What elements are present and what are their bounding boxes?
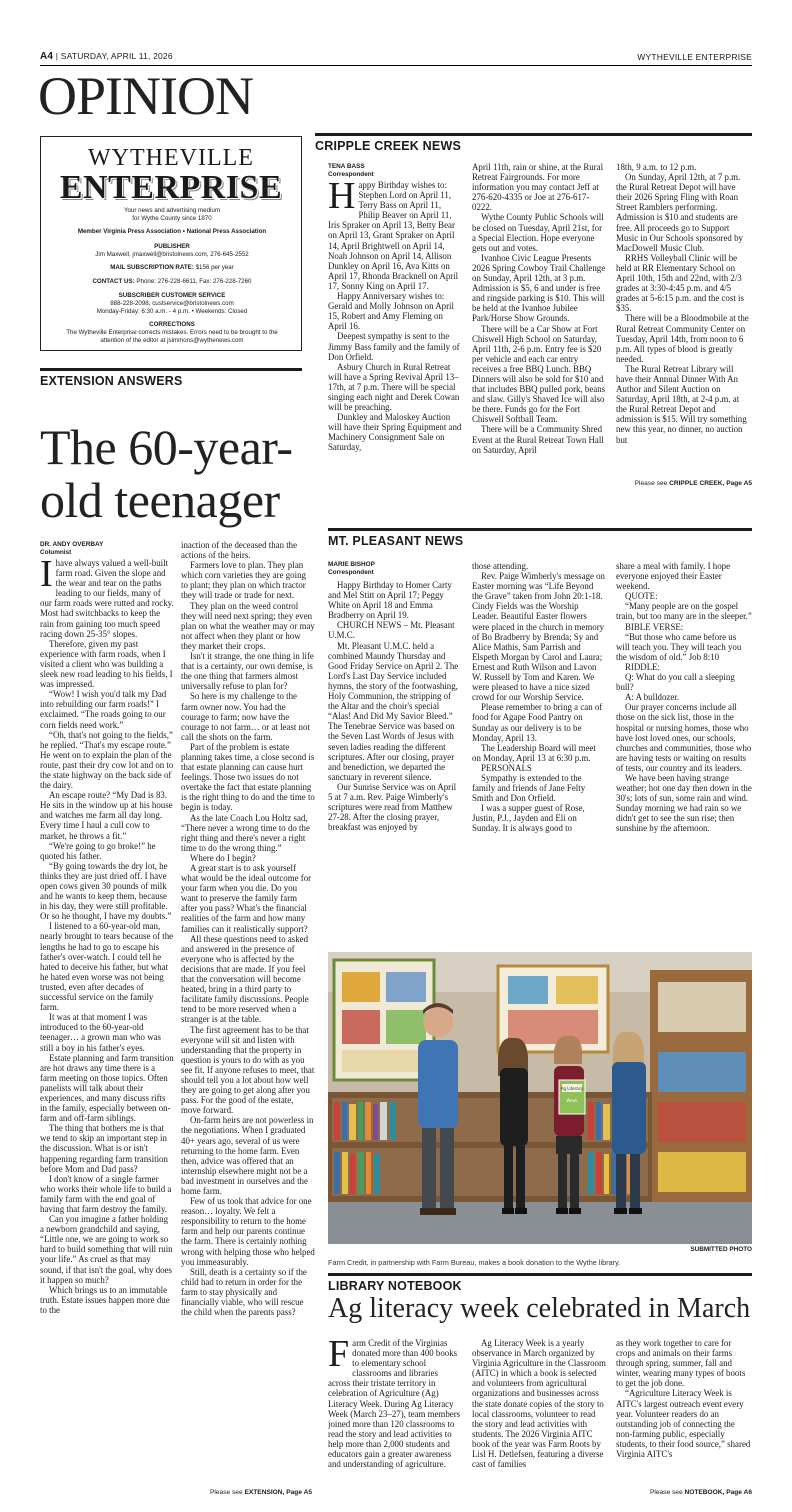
photo-credit: SUBMITTED PHOTO [690, 1246, 752, 1253]
masthead-contact [47, 278, 297, 286]
extension-author: DR. ANDY OVERBAY [40, 541, 104, 548]
paragraph: RIDDLE: [625, 661, 661, 672]
extension-rule [40, 368, 302, 371]
paragraph: “We're going to go broke!” he quoted his father. [40, 840, 156, 861]
library-column-2 [472, 1338, 606, 1488]
paragraph: BIBLE VERSE: [625, 621, 684, 632]
cripple-creek-column-1 [328, 180, 462, 485]
paragraph: On Sunday, April 12th, at 7 p.m. the Rural Retreat Depot will have their 2026 Spring Fling with Roan Street Ramblers performing. Admission is $10 and students are free. All proceeds go to Support Music in Our Schools sponsored by MacDowell Music Club. [616, 172, 743, 253]
paragraph: Happy Anniversary wishes to: Gerald and Molly Johnson on April 15, Robert and Amy Fleming on April 16. [328, 291, 454, 332]
cripple-creek-column-3 [616, 162, 752, 475]
cripple-creek-role: Correspondent [328, 171, 374, 178]
board-paper [386, 1010, 426, 1044]
paragraph: Sympathy is extended to the family and friends of Jane Felty Smith and Don Orfield. [472, 772, 586, 804]
board-paper [508, 1010, 598, 1044]
paragraph: arm Credit of the Virginias donated more than 400 books to elementary school classrooms and libraries across their tristate territory in celebration of Agriculture (Ag) Literacy Week. During Ag Literacy Week (March 23–27), team members joined more than 120 classrooms to read the story and lead activities to help more than 2,000 students and educators gain a greater awareness and understanding of agriculture. [328, 1338, 461, 1470]
paragraph: Our Sunrise Service was on April 5 at 7 a.m. Rev. Paige Wimberly's scriptures were read from Matthew 27-28. After the closing prayer, breakfast was enjoyed by [328, 781, 457, 833]
extension-section-heading: EXTENSION ANSWERS [40, 374, 183, 388]
cripple-creek-column-2 [472, 162, 606, 485]
paragraph: Still, death is a certainty so if the child had to return in order for the farm to stay physically and financially viable, who will rescue the child when the parents pass? [181, 1266, 307, 1318]
board-paper [342, 1050, 426, 1072]
paragraph: All these questions need to asked and answered in the presence of everyone who is affected by the decisions that are made. If you feel that the conversation will become heated, bring in a third party to facilitate family discussions. People tend to be more reserved when a stranger is at the table. [181, 933, 309, 1025]
page-title: OPINION [38, 66, 253, 126]
library-column-1 [328, 1338, 462, 1488]
cripple-creek-jump[interactable] [635, 480, 752, 487]
paragraph: Estate planning and farm transition are hot draws any time there is a farm meeting on those topics. Often panelists will talk about their experiences, and many discuss rifts in the family, especially between on-farm and off-farm siblings. [40, 1052, 174, 1124]
extension-column-1 [40, 558, 174, 1504]
book-title-line-1: Ag Literacy [560, 1086, 584, 1091]
cripple-creek-section-heading: CRIPPLE CREEK NEWS [315, 139, 461, 153]
paragraph: QUOTE: [625, 591, 658, 602]
masthead-box [40, 136, 302, 351]
board-paper [386, 972, 426, 1002]
paragraph: Few of us took that advice for one reason… loyalty. We felt a responsibility to return to the home farm and help our parents continue the farm. There is certainly nothing wrong with helping those who helped you immeasurably. [181, 1196, 315, 1267]
paragraph: Dunkley and Maloskey Auction will have their Spring Equipment and Machinery Consignment Sale on Saturday, [328, 412, 462, 453]
shelf-poster [658, 982, 746, 1032]
paragraph: 18th, 9 a.m. to 12 p.m. [616, 162, 697, 172]
paragraph: It was at that moment I was introduced to the 60-year-old teenager… a grown man who was still a boy in his father's eyes. [40, 1012, 162, 1053]
folio-date: SATURDAY, APRIL 11, 2026 [60, 51, 173, 61]
paragraph: Isn't it strange, the one thing in life that is a certainty, our own demise, is the one thing that farmers almost universally refuse to plan for? [181, 651, 314, 692]
paragraph: Therefore, given my past experience with farm roads, when I visited a client who was building a sleek new road leading to his fields, I was impressed. [40, 638, 173, 690]
paragraph: Part of the problem is estate planning takes time, a close second is that estate planning can cause hurt feelings. Those two issues do not overtake the fact that estate planning is the right thing to do and the time to begin is today. [181, 741, 315, 813]
paragraph: those attending. [472, 561, 529, 571]
mt-pleasant-column-3 [616, 561, 752, 880]
board-paper [342, 972, 380, 1002]
cripple-creek-dropcap: H [328, 180, 356, 217]
paragraph: I don't know of a single farmer who works their whole life to build a family farm with the end goal of having that farm destroy the family. [40, 1173, 172, 1214]
paragraph: Farmers love to plan. They plan which corn varieties they are going to plant; they plan on which tractor they will trade or trade for next. [181, 560, 306, 601]
cripple-creek-author: TENA BASS [328, 163, 365, 170]
folio [40, 51, 752, 65]
paragraph: Deepest sympathy is sent to the Jimmy Bass family and the family of Don Orfield. [328, 331, 460, 362]
masthead-membership: Member Virginia Press Association • National Press Association [77, 228, 267, 235]
book-title-line-2: Week [566, 1098, 578, 1103]
board-paper [508, 976, 548, 1004]
paragraph: The first agreement has to be that everyone will sit and listen with understanding that the property in question is yours to do with as you see fit. If anyone refuses to meet, that should tell you a lot about how well they are going to get along after you pass. For the good of the estate, move forward. [181, 1024, 315, 1116]
paragraph: A: A bulldozer. [625, 692, 679, 703]
library-column-3 [616, 1338, 752, 1476]
shelf-books [658, 1152, 746, 1192]
paragraph: Asbury Church in Rural Retreat will have a Spring Revival April 13–17th, at 7 p.m. There will be special singing each night and Derek Cowan will be preaching. [328, 361, 460, 413]
masthead-name-top: WYTHEVILLE [88, 145, 254, 171]
mt-pleasant-role: Correspondent [328, 569, 374, 576]
masthead-tagline-1: Your news and advertising medium [123, 207, 221, 214]
page-number: A4 [40, 51, 54, 62]
masthead-corrections-2: attention of the editor at jsimmons@wythenews.com [100, 337, 244, 344]
contact-value: Phone: 276-228-6611, Fax: 276-228-7260 [136, 278, 252, 285]
paragraph: Please remember to bring a can of food for Agape Food Pantry on Sunday as our delivery is to be Monday, April 13. [472, 702, 603, 743]
extension-column-2 [181, 540, 315, 1483]
paragraph: Which brings us to an immutable truth. Estate issues happen more due to the [40, 1284, 170, 1315]
paragraph: There will be a Car Show at Fort Chiswell High School on Saturday, April 11th, 2-6 p.m. Entry fee is $20 per vehicle and each car entry receives a free BBQ Lunch. BBQ Dinners will also be sold for $10 and that includes BBQ pulled pork, beans and slaw. Gilly's Shaved Ice will also be there. Funds go for the Fort Chiswell Softball Team. [472, 323, 606, 425]
paragraph: As the late Coach Lou Holtz sad, “There never a wrong time to do the right thing and there's never a right time to do the wrong thing.” [181, 812, 310, 853]
jump-prefix: Please see [210, 1489, 243, 1496]
library-dropcap: F [328, 1338, 350, 1375]
paragraph: have always valued a well-built farm road. Given the slope and the wear and tear on the paths leading to our fields, many of our farm roads were rutted and rocky. Most had switchbacks to keep the rain from gaining too much speed racing down 25-35° slopes. [40, 558, 174, 639]
masthead-name-bottom: ENTERPRISE [59, 169, 283, 206]
paragraph: The Leadership Board will meet on Monday, April 13 at 6:30 p.m. [472, 742, 596, 763]
masthead-service-label: SUBSCRIBER CUSTOMER SERVICE [118, 292, 226, 299]
paragraph: share a meal with family. I hope everyone enjoyed their Easter weekend. [616, 561, 731, 592]
photo-illustration [328, 952, 752, 1244]
paragraph: Ivanhoe Civic League Presents 2026 Spring Cowboy Trail Challenge on Sunday, April 12th, at 3 p.m. Admission is $5, 6 and under is free and ringside parking is $10. This will be held at the Ivanhoe Jubilee Park/Horse Show Grounds. [472, 252, 606, 324]
paragraph: inaction of the deceased than the actions of the heirs. [181, 540, 298, 561]
paragraph: Mt. Pleasant U.M.C. held a combined Maundy Thursday and Good Friday Service on April 2. The Lord's Last Day Service included hymns, the story of the footwashing, Holy Communion, the stripping of the Altar and the choir's special “Alas! And Did My Savior Bleed.” The Tenebrae Service was based on the Seven Last Words of Jesus with seven ladies reading the different scriptures. After our closing, prayer and benediction, we departed the sanctuary in reverent silence. [328, 640, 459, 782]
paragraph: Our prayer concerns include all those on the sick list, those in the hospital or nursing homes, those who have lost loved ones, our schools, churches and communities, those who are having tests or waiting on results of tests, our country and its leaders. [616, 702, 752, 773]
mail-rate-value: $156 per year [195, 264, 234, 271]
paragraph: Can you imagine a father holding a newborn grandchild and saying, “Little one, we are going to work so hard to build something that will ruin your life.” As cruel as that may sound, if that isn't the goal, why does it happen so much? [40, 1214, 173, 1285]
paragraph: An escape route? “My Dad is 83. He sits in the window up at his house and watches me farm all day long. Every time I haul a cull cow to market, he throws a fit.” [40, 790, 173, 841]
library-headline: Ag literacy week celebrated in March [328, 1293, 751, 1324]
paragraph: I listened to a 60-year-old man, nearly brought to tears because of the lengths he had to go to escape his father's over-watch. I could tell he hated to deceive his father, but what he hated even worse was not being trusted, even after decades of successful service on the family farm. [40, 921, 174, 1013]
mt-pleasant-rule [328, 528, 752, 531]
extension-headline: The 60-year-old teenager [40, 419, 293, 528]
cripple-creek-rule [315, 133, 752, 136]
extension-role: Columnist [40, 549, 72, 556]
masthead-service-2: Monday-Friday: 6:30 a.m. - 4 p.m. • Weekends: Closed [96, 308, 248, 315]
folio-separator: | [55, 51, 61, 61]
paragraph: I was a supper guest of Rose, Justin, P.J., Jayden and Eli on Sunday. It is always good to [472, 803, 585, 834]
jump-prefix: Please see [634, 480, 668, 487]
masthead-service-1: 888-228-2098, custservice@bristolnews.com [110, 300, 234, 307]
floor [328, 1202, 752, 1244]
paragraph: PERSONALS [481, 762, 532, 773]
contact-label: CONTACT US: [92, 278, 135, 285]
paragraph: We have been having strange weather; hot one day then down in the 30's; lots of sun, some rain and wind. Sunday morning we had rain so we didn't get to see the sun rise; then sunshine by the afternoon. [616, 772, 752, 834]
paragraph: The thing that bothers me is that we tend to skip an important step in the discussion. What is or isn't happening regarding farm transition before Mom and Dad pass? [40, 1123, 168, 1174]
mail-rate-label: MAIL SUBSCRIPTION RATE: [110, 264, 194, 271]
paragraph: Happy Birthday to Homer Carty and Mel Stitt on April 17; Peggy White on April 18 and Emma Bradberry on April 19. [328, 580, 452, 621]
paragraph: On-farm heirs are not powerless in the negotiations. When I graduated 40+ years ago, several of us were returning to the home farm. Even then, advice was offered that an internship elsewhere might not be a bad investment in ourselves and the home farm. [181, 1115, 314, 1196]
folio-paper-name: WYTHEVILLE ENTERPRISE [637, 52, 752, 62]
paragraph: CHURCH NEWS – Mt. Pleasant U.M.C. [328, 620, 455, 641]
paragraph: “Agriculture Literacy Week is AITC's largest outreach event every year. Volunteer readers do an outstanding job of connecting the non-farming public, especially students, to their food source,” shared Virginia AITC's [616, 1388, 751, 1460]
jump-target: NOTEBOOK, Page A6 [684, 1489, 752, 1496]
library-section-heading: LIBRARY NOTEBOOK [328, 1279, 462, 1293]
mt-pleasant-column-1 [328, 580, 462, 880]
paragraph: Wythe County Public Schools will be closed on Tuesday, April 21st, for a Special Election. Hope everyone gets out and votes. [472, 212, 604, 253]
masthead-corrections-1: The Wytheville Enterprise corrects mistakes. Errors need to be brought to the [66, 329, 278, 336]
board-paper [556, 976, 598, 1004]
paragraph: Rev. Paige Wimberly's message on Easter morning was “Life Beyond the Grave” taken from John 20:1-18. Cindy Fields was the Worship Leader. Beautiful Easter flowers were placed in the church in memory of Bo Bradberry by Brenda; Sy and Alice Mathis, Sam Parrish and Elspeth Morgan by Carol and Laura; Ernest and Ruth Wilson and Lavon W. Russell by Tom and Karen. We were pleased to have a nice sized crowd for our Worship Service. [472, 571, 605, 703]
masthead-tagline-2: for Wythe County since 1870 [132, 215, 212, 222]
paragraph: There will be a Bloodmobile at the Rural Retreat Community Center on Tuesday, April 14th, from noon to 6 p.m. All types of blood is greatly needed. [616, 313, 749, 364]
mt-pleasant-author: MARIE BISHOP [328, 561, 375, 568]
jump-target: CRIPPLE CREEK, Page A5 [669, 480, 752, 487]
shelf-books [658, 1102, 746, 1142]
paragraph: The Rural Retreat Library will have their Annual Dinner With An Author and Silent Auction on Saturday, April 18th, at 2-4 p.m. at the Rural Retreat Depot and admission is $15. Will try something new this year, no dinner, no auction but [616, 363, 747, 445]
paragraph: “By going towards the dry lot, he thinks they are just dried off. I have open cows given 30 pounds of milk and he wants to keep them, because in his day, they were still profitable. Or so he thought, I have my doubts.” [40, 860, 172, 922]
paragraph: A great start is to ask yourself what would be the ideal outcome for your farm when you die. Do you want to preserve the family farm after you pass? What's the financial realities of the farm and how many families can it realistically support? [181, 863, 312, 934]
extension-jump[interactable] [210, 1489, 312, 1496]
paragraph: Where do I begin? [190, 852, 256, 863]
shelf-books [658, 1052, 746, 1092]
jump-target: EXTENSION, Page A5 [244, 1489, 313, 1496]
library-photo [328, 952, 752, 1244]
paragraph: “Many people are on the gospel train, but too many are in the sleeper.” [616, 601, 752, 622]
mt-pleasant-column-2 [472, 561, 606, 880]
paragraph: So here is my challenge to the farm owner now. You had the courage to farm; now have the courage to not farm… or at least not call the shots on the farm. [181, 691, 310, 742]
paragraph: RRHS Volleyball Clinic will be held at RR Elementary School on April 10th, 15th and 22nd, with 2/3 grades at 3:30-4:45 p.m. and 4/5 grades at 5-6:15 p.m. and the cost is $35. [616, 252, 744, 314]
masthead-mail-rate [47, 264, 297, 272]
jump-prefix: Please see [649, 1489, 683, 1496]
paragraph: There will be a Community Shred Event at the Rural Retreat Town Hall on Saturday, April [472, 424, 604, 455]
library-rule [328, 1273, 752, 1276]
paragraph: “Oh, that's not going to the fields,” he replied. “That's my escape route.” He went on to explain the plan of the route, past their dry cow lot and on to the state highway on the back side of the dairy. [40, 729, 174, 791]
masthead-corrections-label: CORRECTIONS [149, 321, 195, 328]
paragraph: appy Birthday wishes to: Stephen Lord on April 11, Terry Bass on April 11, Philip Beaver on April 11, Iris Spraker on April 13, Betty Bear on April 13, Grant Spraker on April 14, April Brightwell on April 14, Noah Johnson on April 14, Allison Dunkley on April 16, Ava Kitts on April 17, Rhonda Bracknell on April 17, Sonny King on April 17. [328, 180, 459, 291]
extension-dropcap: I [40, 558, 53, 595]
library-jump[interactable] [650, 1489, 752, 1496]
paragraph: They plan on the weed control they will need next spring; they even plan on what the weather may or may not affect when they plant or how they market their crops. [181, 600, 315, 651]
paragraph: Ag Literacy Week is a yearly observance in March organized by Virginia Agriculture in the Classroom (AITC) in which a book is selected and volunteers from agricultural organizations and businesses across the state donate copies of the story to local classrooms, volunteer to read the story and lead activities with students. The 2026 Virginia AITC book of the year was Farm Roots by Lisl H. Detlefsen, featuring a diverse cast of families [472, 1338, 606, 1470]
photo-caption: Farm Credit, in partnership with Farm Bureau, makes a book donation to the Wythe library. [328, 1258, 621, 1267]
paragraph: “But those who came before us will teach you. They will teach you the wisdom of old.” Job 8:10 [616, 631, 742, 662]
paragraph: as they work together to care for crops and animals on their farms through spring, summer, fall and winter, wearing many types of boots to get the job done. [616, 1338, 746, 1389]
paragraph: April 11th, rain or shine, at the Rural Retreat Fairgrounds. For more information you may contact Jeff at 276-620-4335 or Joe at 276-617-0222. [472, 162, 604, 213]
masthead-publisher-label: PUBLISHER [154, 243, 190, 250]
board-paper [342, 1010, 380, 1044]
masthead-publisher: Jim Maxwell, jmaxwell@bristolnews.com, 276-645-2552 [95, 251, 249, 258]
mt-pleasant-section-heading: MT. PLEASANT NEWS [328, 534, 464, 548]
paragraph: Q: What do you call a sleeping bull? [616, 672, 735, 693]
paragraph: “Wow! I wish you'd talk my Dad into rebuilding our farm roads!” I exclaimed. “The roads going to our corn fields need work.” [40, 689, 167, 730]
